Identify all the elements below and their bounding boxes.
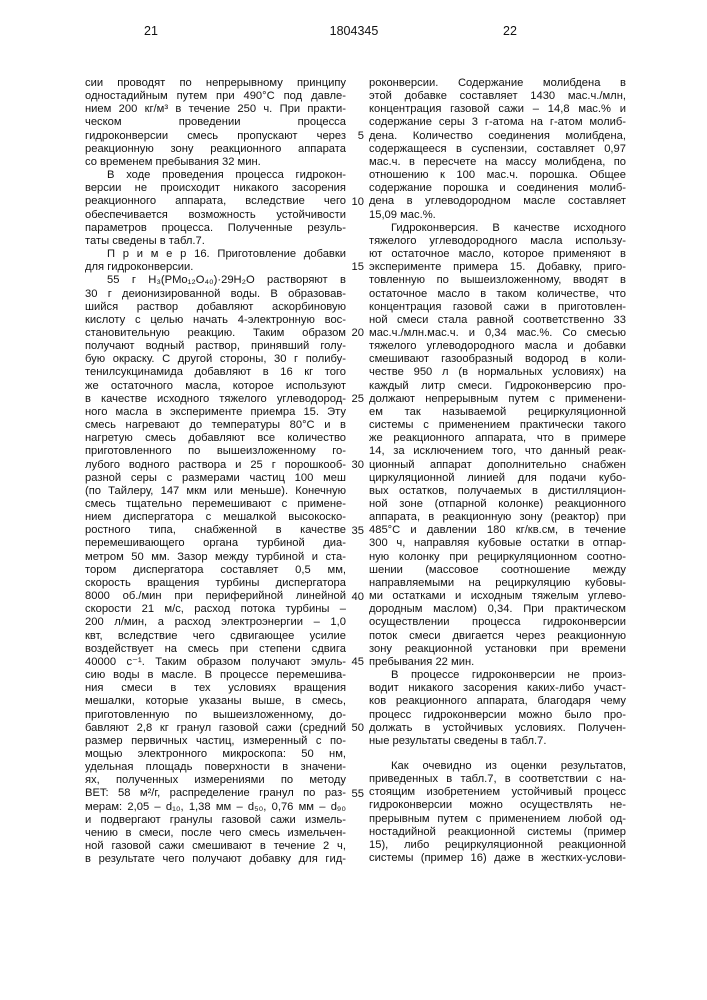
line-number: 15 (350, 261, 364, 273)
line-number: 10 (350, 196, 364, 208)
text-line: смешивают газообразный водород в коли- (369, 353, 626, 366)
text-line: для гидроконверсии. (85, 261, 346, 274)
text-line: осуществлении процесса гидроконверсии (369, 616, 626, 629)
text-line: тяжелого углеводородного масла использу- (369, 235, 626, 248)
text-line: лубого водного раствора и 25 г порошкооб- (85, 459, 346, 472)
paragraph (369, 669, 626, 748)
text-line: мерам: 2,05 – d₁₀, 1,38 мм – d₅₀, 0,76 мм – d₉₀ (85, 801, 346, 814)
text-line: сии проводят по непрерывному принципу (85, 77, 346, 90)
text-line: одностадийным путем при 490°С под давле- (85, 90, 346, 103)
line-number: 20 (350, 327, 364, 339)
text-line: же реакционного аппарата, что в примере (369, 432, 626, 445)
text-line: содержание порошка и соединения молиб- (369, 182, 626, 195)
text-line: П р и м е р 16. Приготовление добавки (85, 248, 346, 261)
text-line: кислоту с целью начать 4-электронную вос- (85, 314, 346, 327)
text-line: дена. Количество соединения молибдена, (369, 130, 626, 143)
text-line: должать в устойчивых условиях. Получен- (369, 722, 626, 735)
text-line: ростного типа, снабженной в качестве (85, 524, 346, 537)
text-line: роконверсии. Содержание молибдена в (369, 77, 626, 90)
text-line: тором диспергатора составляет 0,5 мм, (85, 564, 346, 577)
text-line: 8000 об./мин при периферийной линейной (85, 590, 346, 603)
text-line: эксперименте примера 15. Добавку, приго- (369, 261, 626, 274)
text-line: приготовленную по вышеизложенному, до- (85, 709, 346, 722)
text-line: 30 г деионизированной воды. В образовав- (85, 288, 346, 301)
text-line: скорости 21 м/с, расход потока турбины – (85, 603, 346, 616)
text-line: мешалки, которые указаны выше, в смесь, (85, 695, 346, 708)
text-line: BET: 58 м²/г, распределение гранул по раз- (85, 787, 346, 800)
text-line: получают водный раствор, принявший голу- (85, 340, 346, 353)
text-line: мощью электронного микроскопа: 50 нм, (85, 748, 346, 761)
text-line: и подвергают гранулы газовой сажи измель- (85, 814, 346, 827)
text-line: системы с применением практически такого (369, 419, 626, 432)
text-line: реакционную зону реакционного аппарата (85, 143, 346, 156)
text-line: ной смеси стала равной соответственно 33 (369, 314, 626, 327)
text-line: 55 г H₃(PMo₁₂O₄₀)·29H₂O растворяют в (85, 274, 346, 287)
text-line: смесь тщательно перемешивают с примене- (85, 498, 346, 511)
text-line: ционный аппарат дополнительно снабжен (369, 459, 626, 472)
text-line: ную колонку при рециркуляционном соотно- (369, 551, 626, 564)
text-line: таты сведены в табл.7. (85, 235, 346, 248)
text-line: водит никакого засорения каких-либо участ- (369, 682, 626, 695)
line-number: 35 (350, 525, 364, 537)
paragraph (85, 274, 346, 866)
line-number: 50 (350, 722, 364, 734)
text-line: 200 л/мин, а расход электроэнергии – 1,0 (85, 616, 346, 629)
line-number: 45 (350, 656, 364, 668)
text-line: 15), либо рециркуляционной реакционной (369, 839, 626, 852)
text-line: ют остаточное масло, которое применяют в (369, 248, 626, 261)
text-line: 40000 с⁻¹. Таким образом получают эмуль- (85, 656, 346, 669)
text-line: скорость вращения турбины диспергатора (85, 577, 346, 590)
text-line: дородным маслом) 0,34. При практическом (369, 603, 626, 616)
text-line: отношению к 100 мас.ч. порошка. Общее (369, 169, 626, 182)
text-line: В процессе гидроконверсии не произ- (369, 669, 626, 682)
text-line: параметров процесса. Полученные резуль- (85, 222, 346, 235)
text-line: в качестве исходного тяжелого углеводород- (85, 393, 346, 406)
text-line: сию воды в масле. В процессе перемешива- (85, 669, 346, 682)
text-line: направляемыми на рециркуляцию кубовы- (369, 577, 626, 590)
text-line: метром 50 мм. Зазор между турбиной и ста- (85, 551, 346, 564)
line-number: 30 (350, 459, 364, 471)
text-line: гидроконверсии смесь пропускают через (85, 130, 346, 143)
text-line: перемешивающего органа турбиной диа- (85, 537, 346, 550)
page-number-left: 21 (144, 24, 158, 38)
text-line: обеспечивается возможность устойчивости (85, 209, 346, 222)
text-line: ного масла в эксперименте приемра 15. Эту (85, 406, 346, 419)
text-line: ях, полученных измерениями по методу (85, 774, 346, 787)
text-line: 485°С и давлении 180 кг/кв.см, в течение (369, 524, 626, 537)
text-line: Как очевидно из оценки результатов, (369, 760, 626, 773)
text-line: честве 950 л (в нормальных условиях) на (369, 366, 626, 379)
text-line: размер первичных частиц, измеренный с по- (85, 735, 346, 748)
text-line: ми остатками и исходным тяжелым углево- (369, 590, 626, 603)
text-line: стоящим изобретением устойчивый процесс (369, 786, 626, 799)
paragraph (369, 77, 626, 222)
text-line: разной серы с размерами частиц 100 меш (85, 472, 346, 485)
line-number: 5 (350, 130, 364, 142)
text-line: концентрация газовой сажи в приготовлен- (369, 301, 626, 314)
text-line: тенилсукцинамида добавляют в 16 кг того (85, 366, 346, 379)
text-line: процесс гидроконверсии можно было про- (369, 709, 626, 722)
paragraph-gap (369, 748, 626, 760)
text-line: мас.ч./млн.мас.ч. и 0,34 мас.%. Со смесью (369, 327, 626, 340)
text-line: ков реакционного аппарата, благодаря чему (369, 695, 626, 708)
text-line: становительную реакцию. Таким образом (85, 327, 346, 340)
text-line: ные результаты сведены в табл.7. (369, 735, 626, 748)
paragraph (369, 760, 626, 865)
text-line: версии не происходит никакого засорения (85, 182, 346, 195)
document-number: 1804345 (318, 24, 390, 38)
text-line: шении (массовое соотношение между (369, 564, 626, 577)
text-line: товленную по вышеизложенному, вводят в (369, 274, 626, 287)
text-line: гидроконверсии можно осуществлять не- (369, 799, 626, 812)
text-line: же остаточного масла, которое используют (85, 380, 346, 393)
text-line: воздействует на смесь при степени сдвига (85, 643, 346, 656)
text-line: приведенных в табл.7, в соответствии с на- (369, 773, 626, 786)
text-line: бавляют 2,8 кг гранул газовой сажи (средний (85, 722, 346, 735)
text-line: 300 ч, направляя кубовые остатки в отпар- (369, 537, 626, 550)
text-line: аппарата, в реакционную зону (реактор) при (369, 511, 626, 524)
text-line: 15,09 мас.%. (369, 209, 626, 222)
paragraph (85, 248, 346, 274)
text-line: остаточное масло в таком количестве, что (369, 288, 626, 301)
text-line: пребывания 22 мин. (369, 656, 626, 669)
text-line: смесь нагревают до температуры 80°С и в (85, 419, 346, 432)
text-line: вых остатков, получаемых в дистилляцион- (369, 485, 626, 498)
text-line: ной газовой сажи смешивают в течение 2 ч, (85, 840, 346, 853)
text-line: должают непрерывным путем с применени- (369, 393, 626, 406)
text-line: квт, вследствие чего сдвигающее усилие (85, 630, 346, 643)
text-line: нием 200 кг/м³ в течение 250 ч. При практи- (85, 103, 346, 116)
text-line: ческом проведении процесса (85, 116, 346, 129)
left-text-column (85, 77, 346, 866)
text-line: (по Тайлеру, 147 мкм или меньше). Конечную (85, 485, 346, 498)
text-line: 14, за исключением того, что данный реак- (369, 445, 626, 458)
text-line: системы (пример 16) даже в жестких-услови- (369, 852, 626, 865)
text-line: этой добавке составляет 1430 мас.ч./млн, (369, 90, 626, 103)
text-line: удельная площадь поверхности в значени- (85, 761, 346, 774)
text-line: нием диспергатора с мешалкой высокоско- (85, 511, 346, 524)
paragraph (85, 77, 346, 169)
text-line: ностадийной реакционной системы (пример (369, 826, 626, 839)
text-line: концентрация газовой сажи – 14,8 мас.% и (369, 103, 626, 116)
text-line: шийся раствор добавляют аскорбиновую (85, 301, 346, 314)
text-line: нагретую смесь добавляют все количество (85, 432, 346, 445)
text-line: Гидроконверсия. В качестве исходного (369, 222, 626, 235)
text-line: ной зоне (отпарной колонке) реакционного (369, 498, 626, 511)
text-line: со временем пребывания 32 мин. (85, 156, 346, 169)
text-line: В ходе проведения процесса гидрокон- (85, 169, 346, 182)
paragraph (369, 222, 626, 669)
text-line: реакционного аппарата, вследствие чего (85, 195, 346, 208)
text-line: каждый литр смеси. Гидроконверсию про- (369, 380, 626, 393)
text-line: в результате чего получают добавку для гид- (85, 853, 346, 866)
text-line: ем так называемой рециркуляционной (369, 406, 626, 419)
text-line: мас.ч. в пересчете на массу молибдена, по (369, 156, 626, 169)
text-line: циркуляционной линией для подачи кубо- (369, 472, 626, 485)
text-line: содержание серы 3 г-атома на г-атом молиб- (369, 116, 626, 129)
text-line: зону реакционной установки при времени (369, 643, 626, 656)
text-line: чению в смеси, после чего смесь измельчен- (85, 827, 346, 840)
text-line: тяжелого углеводородного масла и добавки (369, 340, 626, 353)
paragraph (85, 169, 346, 248)
text-line: дена в углеводородном масле составляет (369, 195, 626, 208)
line-number: 40 (350, 591, 364, 603)
text-line: поток смеси двигается через реакционную (369, 630, 626, 643)
line-number: 25 (350, 393, 364, 405)
line-number: 55 (350, 788, 364, 800)
text-line: содержащееся в суспензии, составляет 0,97 (369, 143, 626, 156)
text-line: ния смеси в тех условиях вращения (85, 682, 346, 695)
page-number-right: 22 (503, 24, 517, 38)
right-text-column (369, 77, 626, 865)
text-line: приготовленного по вышеизложенному го- (85, 445, 346, 458)
text-line: бую окраску. С другой стороны, 30 г полибу- (85, 353, 346, 366)
text-line: прерывным путем с применением любой од- (369, 813, 626, 826)
